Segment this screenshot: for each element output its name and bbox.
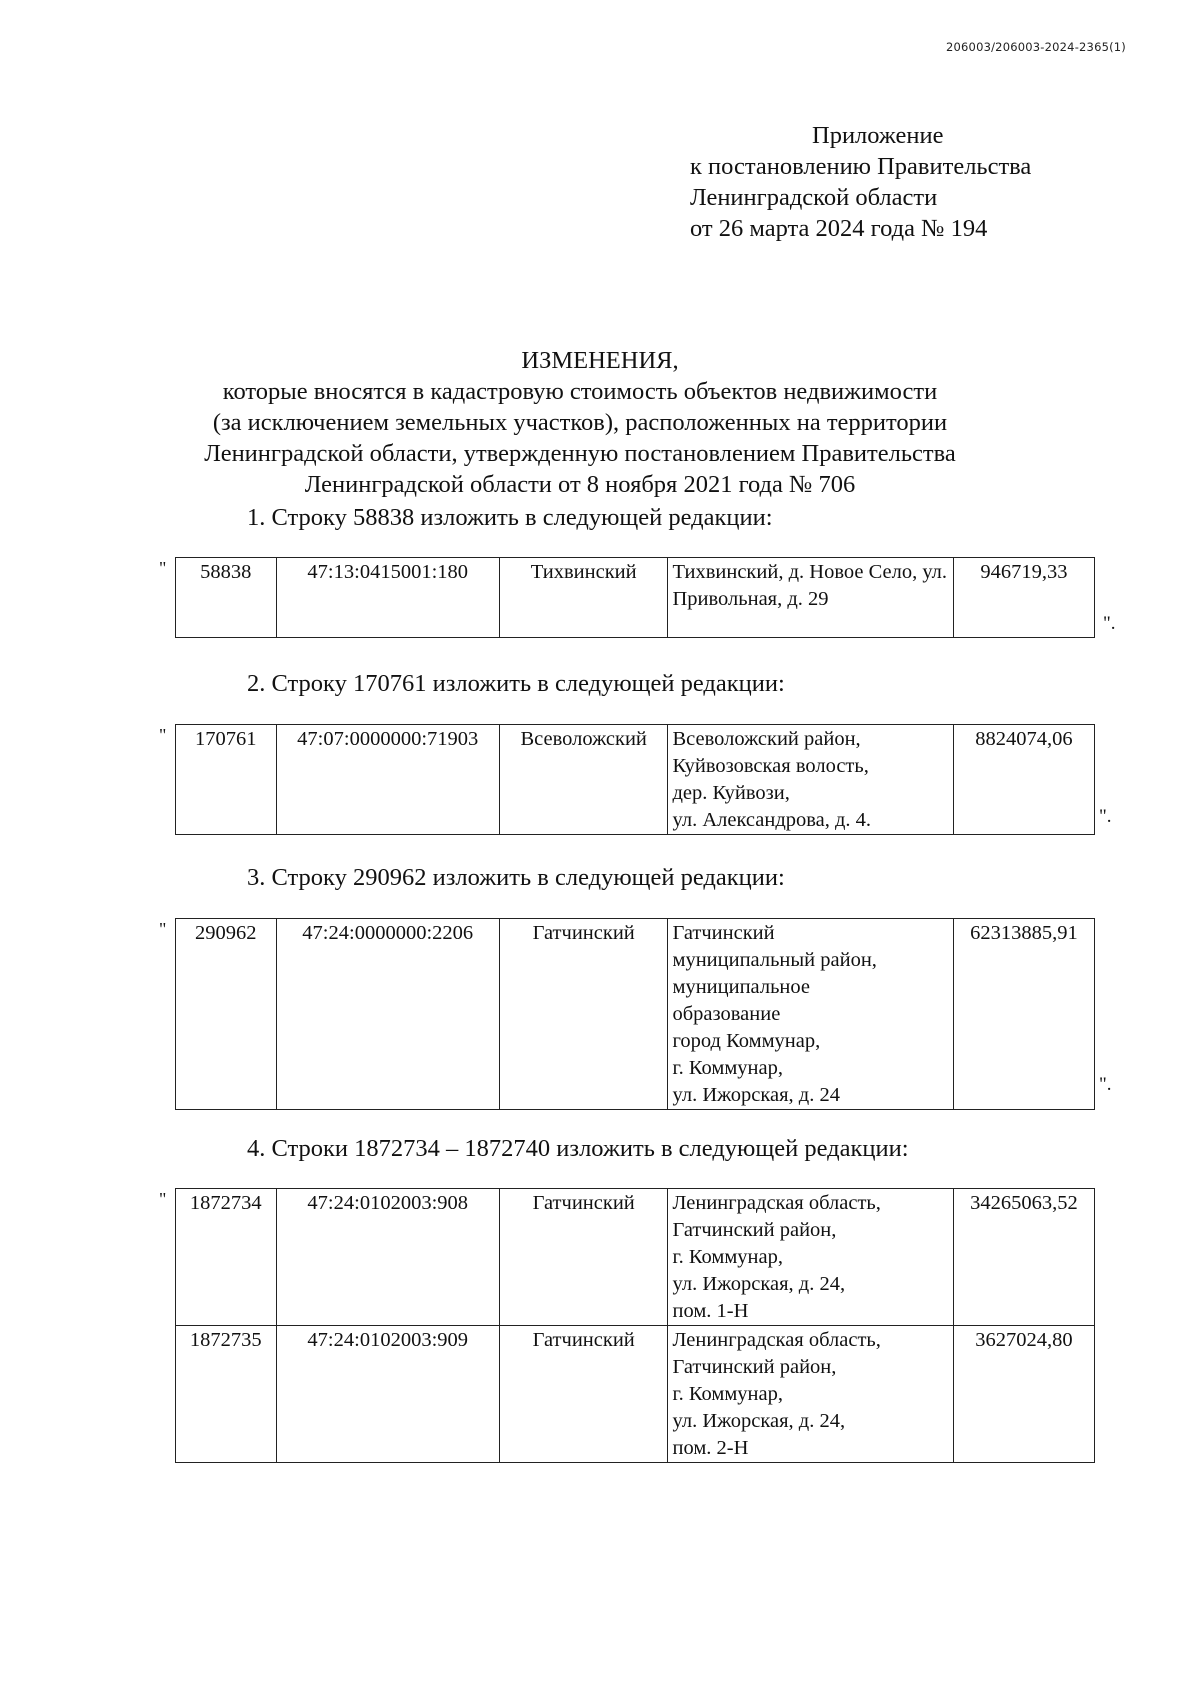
address: Всеволожский район, Куйвозовская волость, дер. Куйвози, ул. Александрова, д. 4. (668, 725, 953, 835)
document-title (0, 345, 1200, 500)
cadastral-cost: 3627024,80 (953, 1326, 1094, 1463)
section-1-table (159, 557, 1116, 638)
section-4-instruction: 4. Строки 1872734 – 1872740 изложить в следующей редакции: (247, 1135, 909, 1162)
quote-open: " (159, 558, 167, 578)
section-3-table (159, 918, 1112, 1110)
district: Гатчинский (499, 919, 668, 1110)
row-number: 290962 (176, 919, 277, 1110)
appendix-line-2: к постановлению Правительства (690, 153, 1032, 180)
appendix-line-1: Приложение (812, 122, 944, 149)
district: Тихвинский (499, 558, 668, 638)
cadastral-number: 47:13:0415001:180 (276, 558, 499, 638)
section-4-table (159, 1188, 1095, 1463)
row-number: 58838 (176, 558, 277, 638)
title-heading: ИЗМЕНЕНИЯ, (521, 347, 679, 374)
quote-open: " (159, 1189, 167, 1209)
title-line-2: (за исключением земельных участков), расположенных на территории (212, 409, 948, 436)
document-id: 206003/206003-2024-2365(1) (946, 40, 1126, 54)
cadastral-cost: 62313885,91 (953, 919, 1094, 1110)
cadastral-cost: 34265063,52 (953, 1189, 1094, 1326)
cadastral-number: 47:24:0102003:908 (276, 1189, 499, 1326)
cadastral-cost: 8824074,06 (953, 725, 1094, 835)
section-1-instruction: 1. Строку 58838 изложить в следующей редакции: (247, 504, 773, 531)
quote-open: " (159, 919, 167, 939)
appendix-header (690, 120, 1031, 244)
table-row (176, 725, 1095, 835)
section-2-table (159, 724, 1112, 835)
address: Ленинградская область, Гатчинский район, г. Коммунар, ул. Ижорская, д. 24, пом. 1-Н (668, 1189, 953, 1326)
section-3-instruction: 3. Строку 290962 изложить в следующей редакции: (247, 864, 785, 891)
quote-close: ". (1099, 1074, 1112, 1095)
district: Всеволожский (499, 725, 668, 835)
address: Тихвинский, д. Новое Село, ул. Привольная, д. 29 (668, 558, 953, 638)
table-row (176, 1189, 1095, 1326)
row-number: 1872734 (176, 1189, 277, 1326)
quote-close: ". (1099, 806, 1112, 827)
table-row (176, 919, 1095, 1110)
appendix-line-4: от 26 марта 2024 года № 194 (690, 215, 988, 242)
title-line-1: которые вносятся в кадастровую стоимость объектов недвижимости (222, 378, 938, 405)
cadastral-cost: 946719,33 (953, 558, 1094, 638)
row-number: 170761 (176, 725, 277, 835)
cadastral-number: 47:24:0000000:2206 (276, 919, 499, 1110)
address: Гатчинский муниципальный район, муниципальное образование город Коммунар, г. Коммунар, ул. Ижорская, д. 24 (668, 919, 953, 1110)
section-2-instruction: 2. Строку 170761 изложить в следующей редакции: (247, 670, 785, 697)
address: Ленинградская область, Гатчинский район, г. Коммунар, ул. Ижорская, д. 24, пом. 2-Н (668, 1326, 953, 1463)
quote-close: ". (1103, 613, 1116, 634)
district: Гатчинский (499, 1189, 668, 1326)
district: Гатчинский (499, 1326, 668, 1463)
quote-open: " (159, 725, 167, 745)
appendix-line-3: Ленинградской области (690, 184, 938, 211)
row-number: 1872735 (176, 1326, 277, 1463)
table-row (176, 1326, 1095, 1463)
cadastral-number: 47:24:0102003:909 (276, 1326, 499, 1463)
title-line-3: Ленинградской области, утвержденную постановлением Правительства (204, 440, 956, 467)
table-row (176, 558, 1095, 638)
title-line-4: Ленинградской области от 8 ноября 2021 года № 706 (304, 471, 856, 498)
cadastral-number: 47:07:0000000:71903 (276, 725, 499, 835)
